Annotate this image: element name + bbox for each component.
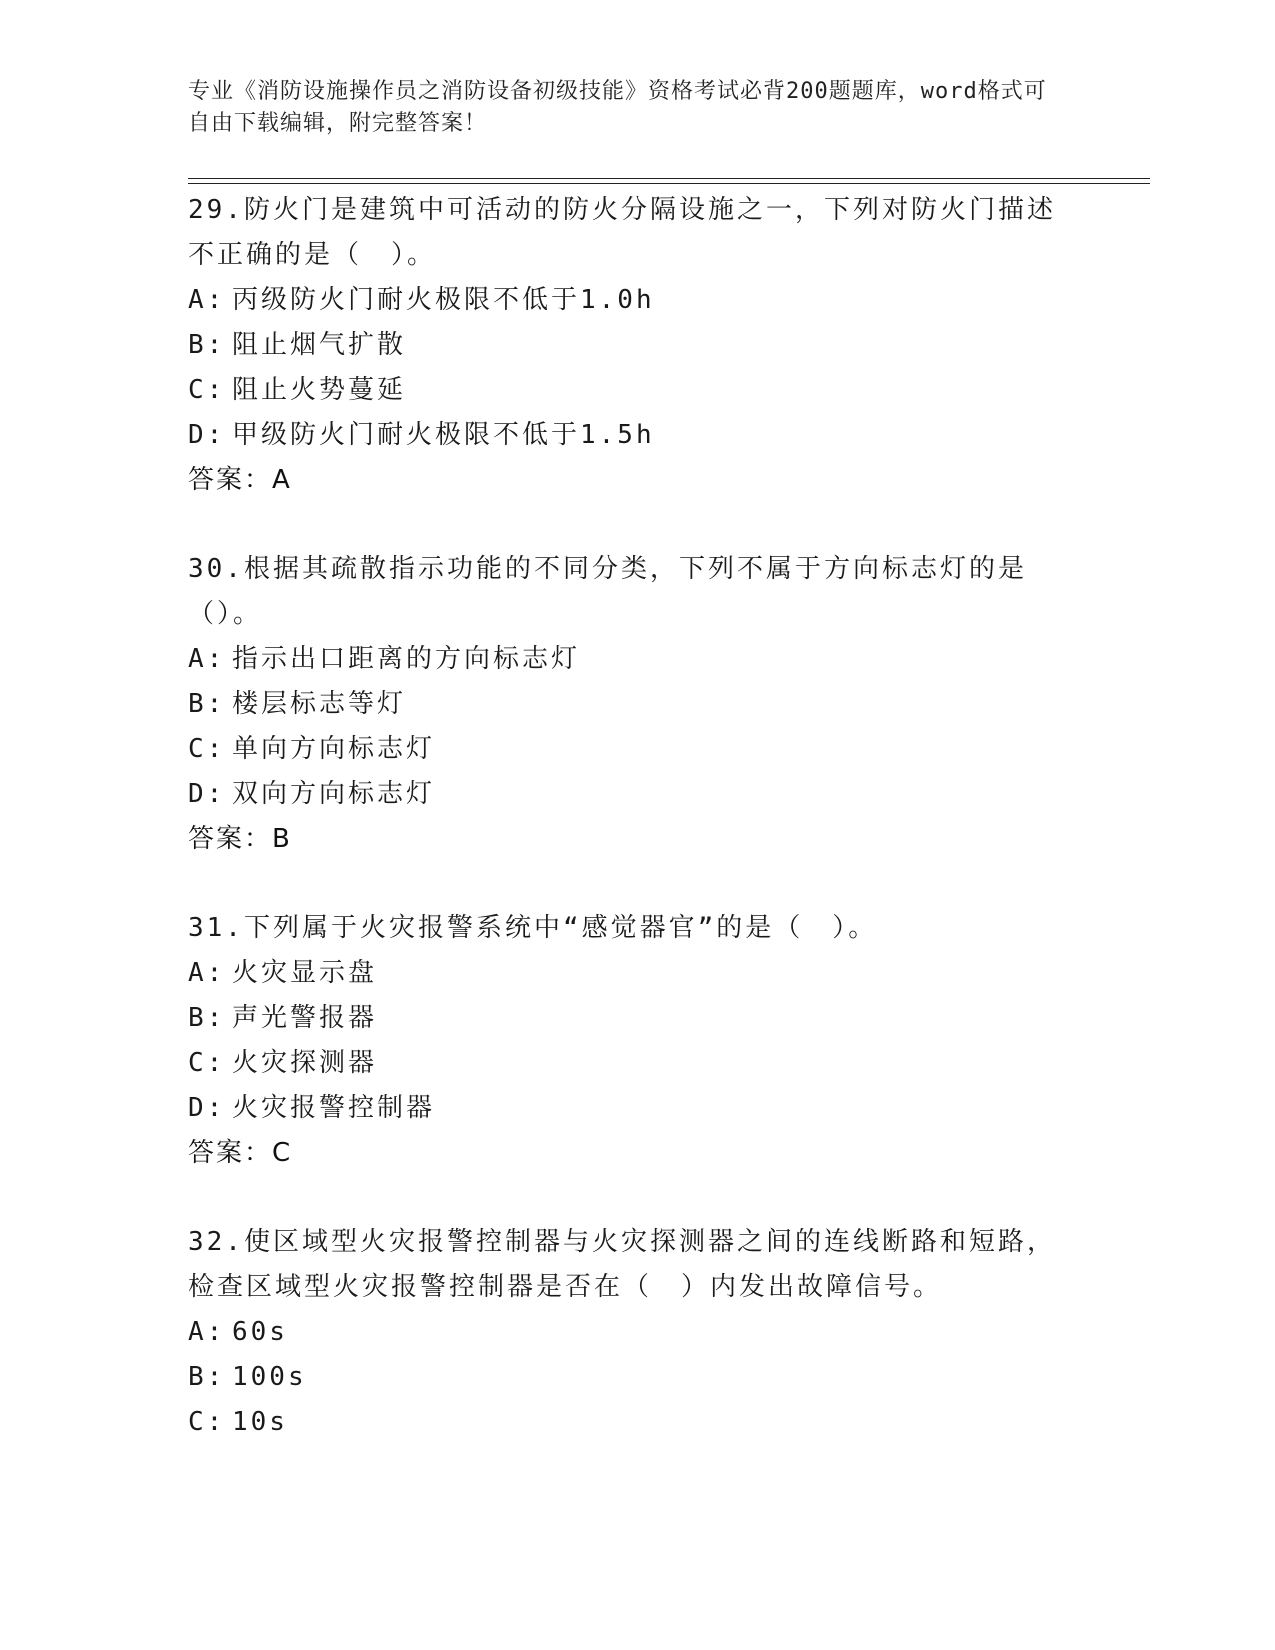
header-divider-top	[188, 178, 1150, 179]
option-c	[188, 1400, 1088, 1445]
option-key: C:	[188, 1407, 226, 1437]
option-b	[188, 996, 1088, 1041]
question-30	[188, 547, 1088, 862]
option-key: B:	[188, 1003, 226, 1033]
option-d	[188, 413, 1088, 458]
question-31	[188, 906, 1088, 1176]
option-text: 60s	[232, 1317, 288, 1347]
question-stem: 30.根据其疏散指示功能的不同分类，下列不属于方向标志灯的是（）。	[188, 554, 1027, 629]
question-stem: 29.防火门是建筑中可活动的防火分隔设施之一，下列对防火门描述不正确的是（ ）。	[188, 195, 1056, 270]
option-key: A:	[188, 1317, 226, 1347]
option-key: A:	[188, 644, 226, 674]
option-c	[188, 368, 1088, 413]
option-key: B:	[188, 689, 226, 719]
option-key: C:	[188, 375, 226, 405]
question-stem: 31.下列属于火灾报警系统中“感觉器官”的是（ ）。	[188, 913, 878, 943]
answer-line: 答案：B	[188, 824, 292, 854]
option-key: D:	[188, 420, 226, 450]
option-key: C:	[188, 1048, 226, 1078]
header-divider-bottom	[188, 183, 1150, 184]
option-a	[188, 1310, 1088, 1355]
document-header: 专业《消防设施操作员之消防设备初级技能》资格考试必背200题题库，word格式可自由下载编辑，附完整答案！	[188, 79, 1047, 136]
option-text: 100s	[232, 1362, 307, 1392]
option-text: 火灾探测器	[232, 1048, 378, 1078]
option-text: 甲级防火门耐火极限不低于1.5h	[232, 420, 655, 450]
option-text: 阻止火势蔓延	[232, 375, 407, 405]
option-text: 10s	[232, 1407, 288, 1437]
answer-line: 答案：C	[188, 1138, 293, 1168]
option-key: B:	[188, 1362, 226, 1392]
option-text: 声光警报器	[232, 1003, 378, 1033]
option-d	[188, 1086, 1088, 1131]
option-key: A:	[188, 285, 226, 315]
option-text: 丙级防火门耐火极限不低于1.0h	[232, 285, 655, 315]
option-text: 阻止烟气扩散	[232, 330, 407, 360]
question-32	[188, 1220, 1088, 1445]
answer-line: 答案：A	[188, 465, 292, 495]
option-a	[188, 278, 1088, 323]
option-c	[188, 727, 1088, 772]
question-29	[188, 188, 1088, 503]
option-text: 火灾显示盘	[232, 958, 378, 988]
option-text: 指示出口距离的方向标志灯	[232, 644, 581, 674]
option-key: D:	[188, 779, 226, 809]
option-b	[188, 682, 1088, 727]
option-a	[188, 951, 1088, 996]
option-d	[188, 772, 1088, 817]
option-text: 火灾报警控制器	[232, 1093, 436, 1123]
question-list	[188, 188, 1088, 1489]
option-key: D:	[188, 1093, 226, 1123]
option-text: 双向方向标志灯	[232, 779, 436, 809]
option-text: 楼层标志等灯	[232, 689, 407, 719]
question-stem: 32.使区域型火灾报警控制器与火灾探测器之间的连线断路和短路，检查区域型火灾报警控制器是否在（ ）内发出故障信号。	[188, 1227, 1056, 1302]
option-text: 单向方向标志灯	[232, 734, 436, 764]
option-a	[188, 637, 1088, 682]
option-c	[188, 1041, 1088, 1086]
option-b	[188, 1355, 1088, 1400]
option-key: C:	[188, 734, 226, 764]
option-b	[188, 323, 1088, 368]
option-key: A:	[188, 958, 226, 988]
option-key: B:	[188, 330, 226, 360]
